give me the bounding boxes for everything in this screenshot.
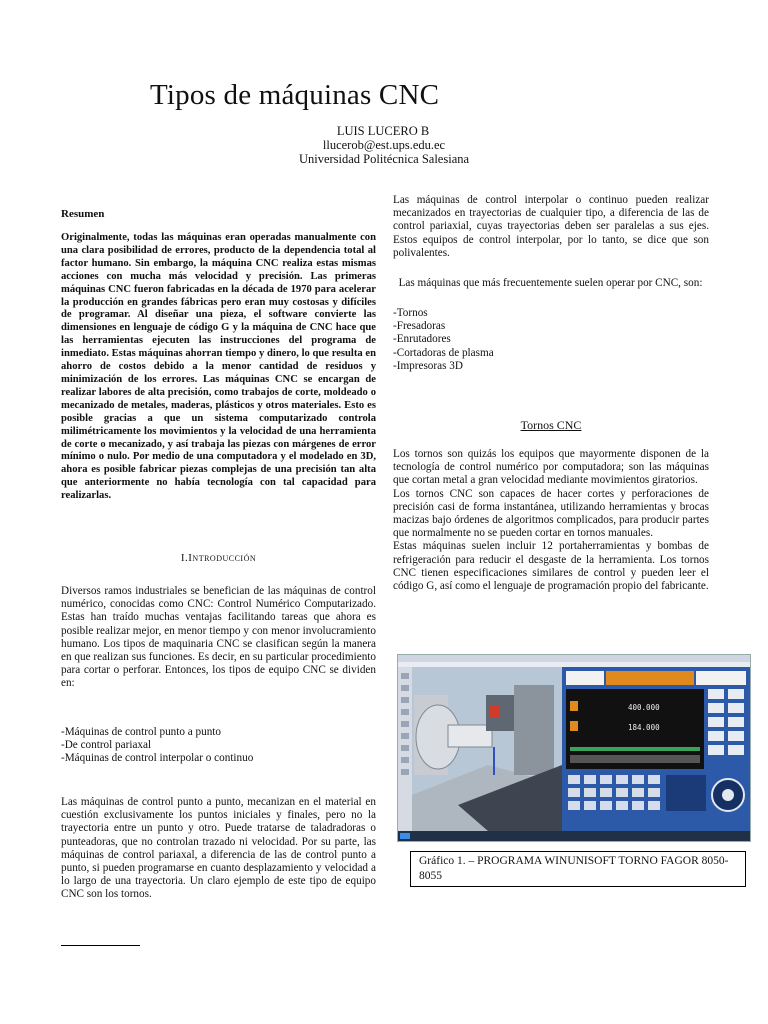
intro-paragraph-2: Las máquinas de control punto a punto, mecanizan en el material en cuestión exclusivamente los puntos iniciales y finales, pero no la trayectoria entre un punto y otro. Puede tratarse de taladradoras o punteadoras, que no controlan trazado ni velocidad. Por su parte, las máquinas de control pariaxal, a diferencia de las de control punto a punto, si pueden programarse en cuanto desplazamiento y velocidad a lo largo de una trayectoria. Un claro ejemplo de este tipo de equipo CNC son los tornos.: [61, 796, 376, 901]
author-affiliation: Universidad Politécnica Salesiana: [298, 152, 470, 166]
list-item: -Cortadoras de plasma: [393, 346, 494, 359]
list-item: -Enrutadores: [393, 333, 451, 346]
paper-title: Tipos de máquinas CNC: [150, 79, 440, 112]
tornos-paragraph-1: Los tornos son quizás los equipos que mayormente disponen de la tecnología de control numérico por computadora; son las máquinas que cortan metal a gran velocidad mediante movimientos giratorios.: [393, 448, 709, 487]
abstract-text: Originalmente, todas las máquinas eran operadas manualmente con una clara posibilidad de errores, producto de la dependencia total al factor humano. Sin embargo, la máquina CNC realiza estas mismas acciones con mucha más velocidad y precisión. Las primeras máquinas CNC fueron fabricadas en la década de 1970 para acelerar la producción en grandes fábricas pero eran muy costosas y difíciles de programar. Al diseñar una pieza, el software convierte las dimensiones en lenguaje de código G y la máquina de CNC hace que las herramientas ejecuten las instrucciones del programa de inmediato. Estas máquinas ahorran tiempo y dinero, lo que resulta en ahorro de costos debido a la menor cantidad de residuos y minimización de los errores. Las máquinas CNC se encargan de realizar labores de alta precisión, como trabajos de corte, moldeado o mecanizado de metales, maderas, plásticos y otros materiales. Esto es posible gracias a que un sistema computarizado controla milimétricamente los movimientos y la velocidad de una herramienta de corte o mecanizado, y así trabaja las piezas con márgenes de error mínimo o nulo. Por medio de una computadora y el modelado en 3D, ahora es posible fabricar piezas complejas de una precisión tan alta que anteriormente no había tecnología con tal capacidad para realizarlas.: [61, 232, 376, 502]
cnc-machines-list: [393, 307, 709, 373]
winunisoft-screenshot-figure: [397, 654, 751, 842]
intro-title: Introducción: [188, 552, 257, 564]
list-item: -Fresadoras: [393, 320, 446, 333]
list-item: -Máquinas de control punto a punto: [61, 726, 222, 738]
tornos-paragraph-3: Estas máquinas suelen incluir 12 portaherramientas y bombas de refrigeración para reducir el desgaste de la herramienta. Los tornos CNC tienen especificaciones similares de control y pueden leer el código G, así como el lenguaje de programación propio del fabricante.: [393, 540, 709, 593]
section-heading-tornos: Tornos CNC: [520, 418, 582, 432]
x-readout: 400.000: [628, 703, 660, 712]
figure-caption: Gráfico 1. – PROGRAMA WINUNISOFT TORNO FAGOR 8050-8055: [410, 851, 746, 887]
list-item: -Tornos: [393, 307, 428, 319]
right-paragraph-2: [393, 277, 709, 290]
abstract-heading: Resumen: [61, 208, 105, 220]
tornos-text: [393, 448, 709, 593]
tornos-paragraph-2: Los tornos CNC son capaces de hacer cortes y perforaciones de precisión casi de forma instantánea, utilizando herramientas y brocas macizas bajo órdenes de algoritmos complicados, para producir partes que normalmente no se pueden cortar en tornos manuales.: [393, 487, 709, 540]
intro-heading: [61, 552, 376, 564]
intro-numeral: I.: [180, 552, 189, 564]
footnote-rule: [61, 945, 140, 946]
list-item: -Máquinas de control interpolar o continuo: [61, 752, 254, 765]
list-item: -De control pariaxal: [61, 739, 152, 752]
machine-types-list: [61, 726, 376, 766]
z-readout: 184.000: [628, 723, 660, 732]
intro-paragraph-1: Diversos ramos industriales se benefician de las máquinas de control numérico, conocidas como CNC: Control Numérico Computarizado. Estas han traído muchas ventajas facilitando tareas que ahora es posible realizar mejor, en menor tiempo y con menor involucramiento humano. Los tipos de maquinaria CNC se clasifican según la manera en que realizan sus funciones. Es decir, en su particular procedimiento para cortar o perforar. Entonces, los tipos de equipo CNC se dividen en:: [61, 585, 376, 690]
author-email: llucerob@est.ups.edu.ec: [322, 138, 446, 152]
right-paragraph-2-text: Las máquinas que más frecuentemente suelen operar por CNC, son:: [398, 277, 703, 289]
author-name: LUIS LUCERO B: [336, 124, 430, 138]
right-paragraph-1: Las máquinas de control interpolar o continuo pueden realizar mecanizados en trayectorias de cualquier tipo, a diferencia de las de control pariaxial, cuyas trayectorias deben ser paralelas a sus ejes. Estos equipos de control interpolar, por lo tanto, se dice que son polivalentes.: [393, 194, 709, 259]
list-item: -Impresoras 3D: [393, 359, 463, 372]
cnc-simulator-illustration: [398, 655, 750, 841]
